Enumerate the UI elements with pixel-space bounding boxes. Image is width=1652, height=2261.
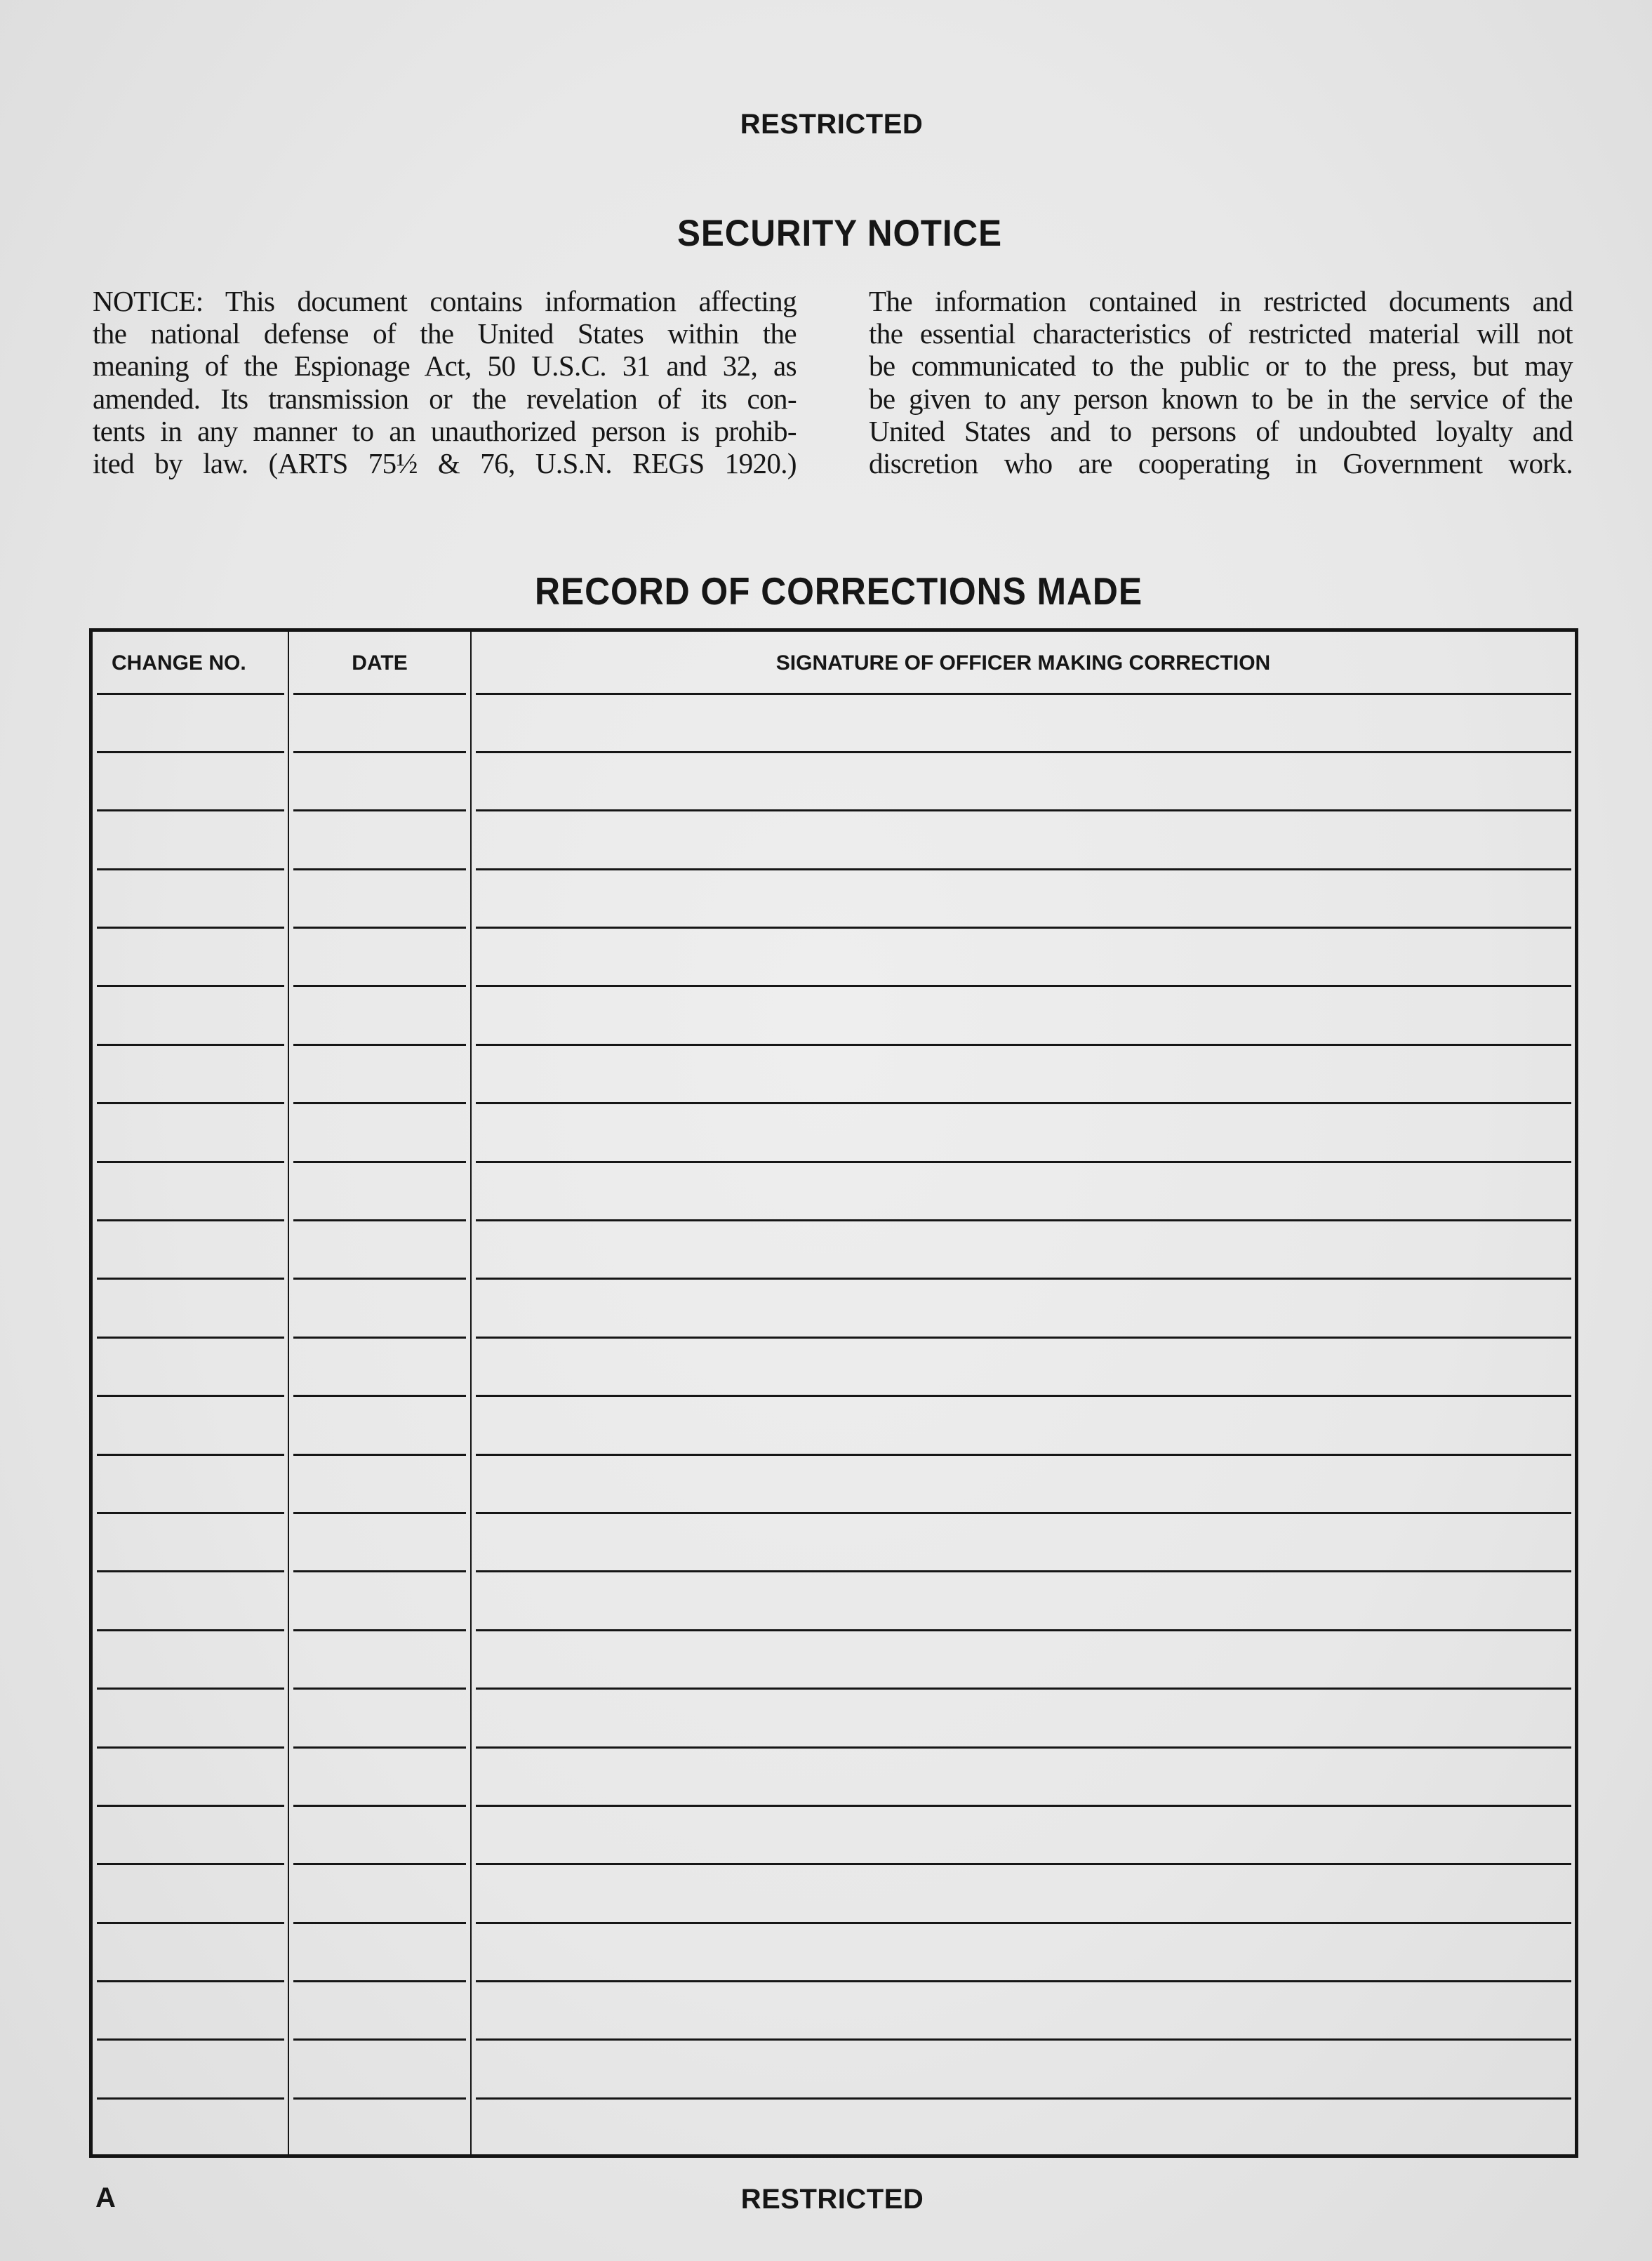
cell-date[interactable] [289, 1747, 470, 1805]
cell-change-no[interactable] [93, 2040, 288, 2098]
cell-change-no[interactable] [93, 1513, 288, 1571]
cell-signature[interactable] [472, 869, 1575, 927]
cell-date[interactable] [289, 1454, 470, 1513]
cell-date[interactable] [289, 928, 470, 986]
cell-date[interactable] [289, 1279, 470, 1337]
cell-change-no[interactable] [93, 869, 288, 927]
cell-date[interactable] [289, 1221, 470, 1279]
cell-signature[interactable] [472, 1045, 1575, 1103]
cell-change-no[interactable] [93, 1805, 288, 1864]
cell-signature[interactable] [472, 1103, 1575, 1162]
cell-date[interactable] [289, 752, 470, 810]
cell-date[interactable] [289, 694, 470, 752]
cell-signature[interactable] [472, 1279, 1575, 1337]
cell-signature[interactable] [472, 1982, 1575, 2040]
cell-signature[interactable] [472, 928, 1575, 986]
cell-change-no[interactable] [93, 1982, 288, 2040]
notice-text-line: the national defense of the United States within the [93, 317, 797, 350]
cell-signature[interactable] [472, 694, 1575, 752]
notice-text-line: NOTICE: This document contains information affecting [93, 285, 797, 317]
cell-date[interactable] [289, 1572, 470, 1630]
cell-change-no[interactable] [93, 1864, 288, 1923]
cell-signature[interactable] [472, 1162, 1575, 1220]
cell-date[interactable] [289, 1103, 470, 1162]
cell-change-no[interactable] [93, 1454, 288, 1513]
cell-change-no[interactable] [93, 1396, 288, 1454]
notice-text-line: ited by law. (ARTS 75½ & 76, U.S.N. REGS 1920.) [93, 446, 797, 479]
cell-date[interactable] [289, 1630, 470, 1688]
cell-change-no[interactable] [93, 1630, 288, 1688]
cell-change-no[interactable] [93, 986, 288, 1045]
security-notice-title: SECURITY NOTICE [677, 213, 1002, 254]
cell-date[interactable] [289, 1864, 470, 1923]
column-header-signature: SIGNATURE OF OFFICER MAKING CORRECTION [775, 651, 1271, 675]
cell-change-no[interactable] [93, 1572, 288, 1630]
cell-signature[interactable] [472, 2098, 1575, 2154]
cell-change-no[interactable] [93, 928, 288, 986]
cell-date[interactable] [289, 986, 470, 1045]
notice-text-line: discretion who are cooperating in Government work. [869, 446, 1573, 479]
cell-date[interactable] [289, 2098, 470, 2154]
footer-classification-marking: RESTRICTED [740, 2184, 924, 2215]
cell-change-no[interactable] [93, 1162, 288, 1220]
cell-signature[interactable] [472, 1747, 1575, 1805]
notice-text-line: be communicated to the public or to the press, but may [869, 350, 1573, 383]
cell-change-no[interactable] [93, 694, 288, 752]
cell-signature[interactable] [472, 1454, 1575, 1513]
cell-date[interactable] [289, 1162, 470, 1220]
notice-text-line: United States and to persons of undoubted loyalty and [869, 414, 1573, 447]
cell-change-no[interactable] [93, 1045, 288, 1103]
record-of-corrections-table [89, 628, 1578, 2158]
cell-date[interactable] [289, 869, 470, 927]
cell-signature[interactable] [472, 1396, 1575, 1454]
notice-text-line: meaning of the Espionage Act, 50 U.S.C. 31 and 32, as [93, 350, 797, 383]
cell-change-no[interactable] [93, 2098, 288, 2154]
page-label: A [95, 2182, 116, 2213]
cell-signature[interactable] [472, 1630, 1575, 1688]
record-of-corrections-title: RECORD OF CORRECTIONS MADE [535, 569, 1143, 613]
cell-change-no[interactable] [93, 1103, 288, 1162]
cell-change-no[interactable] [93, 1923, 288, 1981]
cell-date[interactable] [289, 1982, 470, 2040]
column-header-change-no: CHANGE NO. [112, 651, 246, 675]
cell-date[interactable] [289, 1337, 470, 1395]
cell-date[interactable] [289, 1923, 470, 1981]
cell-change-no[interactable] [93, 1221, 288, 1279]
cell-date[interactable] [289, 1396, 470, 1454]
cell-signature[interactable] [472, 2040, 1575, 2098]
cell-change-no[interactable] [93, 1337, 288, 1395]
column-header-date: DATE [352, 651, 408, 675]
notice-text-line: amended. Its transmission or the revelation of its con- [93, 382, 797, 415]
notice-text-line: tents in any manner to an unauthorized person is prohib- [93, 414, 797, 447]
cell-signature[interactable] [472, 1572, 1575, 1630]
cell-signature[interactable] [472, 1689, 1575, 1747]
cell-date[interactable] [289, 1513, 470, 1571]
cell-signature[interactable] [472, 1864, 1575, 1923]
security-notice-left-paragraph [93, 285, 797, 479]
cell-change-no[interactable] [93, 752, 288, 810]
cell-date[interactable] [289, 1689, 470, 1747]
cell-signature[interactable] [472, 1805, 1575, 1864]
notice-text-line: The information contained in restricted documents and [869, 285, 1573, 317]
cell-signature[interactable] [472, 752, 1575, 810]
cell-change-no[interactable] [93, 1689, 288, 1747]
cell-date[interactable] [289, 1805, 470, 1864]
cell-signature[interactable] [472, 986, 1575, 1045]
cell-signature[interactable] [472, 1337, 1575, 1395]
cell-change-no[interactable] [93, 1747, 288, 1805]
cell-date[interactable] [289, 2040, 470, 2098]
cell-signature[interactable] [472, 811, 1575, 869]
notice-text-line: be given to any person known to be in the service of the [869, 382, 1573, 415]
cell-signature[interactable] [472, 1923, 1575, 1981]
header-classification-marking: RESTRICTED [740, 109, 924, 140]
cell-signature[interactable] [472, 1513, 1575, 1571]
cell-change-no[interactable] [93, 811, 288, 869]
notice-text-line: the essential characteristics of restricted material will not [869, 317, 1573, 350]
security-notice-right-paragraph [869, 285, 1573, 479]
cell-change-no[interactable] [93, 1279, 288, 1337]
cell-date[interactable] [289, 1045, 470, 1103]
cell-signature[interactable] [472, 1221, 1575, 1279]
cell-date[interactable] [289, 811, 470, 869]
